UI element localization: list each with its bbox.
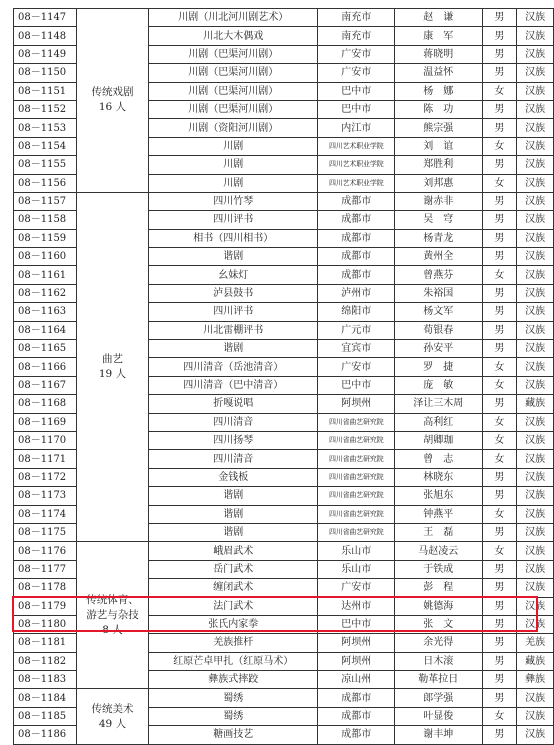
project-name-cell: 四川清音（岳池清音） — [149, 358, 318, 376]
table-row — [14, 542, 554, 560]
region-cell: 四川省曲艺研究院 — [318, 487, 395, 505]
ethnicity-cell: 汉族 — [517, 689, 554, 707]
gender-cell: 男 — [482, 523, 517, 541]
inheritor-id-cell: 08－1159 — [14, 229, 77, 247]
inheritor-id-cell: 08－1163 — [14, 303, 77, 321]
inheritor-name-cell: 曾 志 — [395, 450, 482, 468]
region-cell: 成都市 — [318, 211, 395, 229]
region-cell: 宜宾市 — [318, 340, 395, 358]
region-cell: 巴中市 — [318, 615, 395, 633]
heritage-table-container — [13, 8, 554, 745]
inheritor-name-cell: 泽让三木周 — [395, 395, 482, 413]
gender-cell: 女 — [482, 358, 517, 376]
region-cell: 四川艺术职业学院 — [318, 137, 395, 155]
region-cell: 广元市 — [318, 321, 395, 339]
project-name-cell: 金钱板 — [149, 468, 318, 486]
region-cell: 四川省曲艺研究院 — [318, 413, 395, 431]
ethnicity-cell: 藏族 — [517, 395, 554, 413]
ethnicity-cell: 汉族 — [517, 560, 554, 578]
project-name-cell: 泸县鼓书 — [149, 284, 318, 302]
project-name-cell: 峨眉武术 — [149, 542, 318, 560]
gender-cell: 男 — [482, 634, 517, 652]
ethnicity-cell: 汉族 — [517, 27, 554, 45]
ethnicity-cell: 彝族 — [517, 671, 554, 689]
region-cell: 巴中市 — [318, 376, 395, 394]
region-cell: 四川省曲艺研究院 — [318, 523, 395, 541]
region-cell: 巴中市 — [318, 100, 395, 118]
project-name-cell: 相书（四川相书） — [149, 229, 318, 247]
ethnicity-cell: 汉族 — [517, 505, 554, 523]
gender-cell: 女 — [482, 542, 517, 560]
inheritor-name-cell: 勒革拉日 — [395, 671, 482, 689]
project-name-cell: 谐剧 — [149, 523, 318, 541]
gender-cell: 男 — [482, 284, 517, 302]
inheritor-name-cell: 王 磊 — [395, 523, 482, 541]
inheritor-name-cell: 温益怀 — [395, 64, 482, 82]
inheritor-id-cell: 08－1174 — [14, 505, 77, 523]
inheritor-id-cell: 08－1169 — [14, 413, 77, 431]
project-name-cell: 四川清音 — [149, 413, 318, 431]
inheritor-name-cell: 林晓东 — [395, 468, 482, 486]
ethnicity-cell: 汉族 — [517, 284, 554, 302]
gender-cell: 男 — [482, 579, 517, 597]
inheritor-name-cell: 蒋晓明 — [395, 45, 482, 63]
ethnicity-cell: 汉族 — [517, 248, 554, 266]
gender-cell: 男 — [482, 156, 517, 174]
project-name-cell: 川剧（巴渠河川剧） — [149, 100, 318, 118]
inheritor-id-cell: 08－1178 — [14, 579, 77, 597]
gender-cell: 女 — [482, 376, 517, 394]
region-cell: 四川艺术职业学院 — [318, 156, 395, 174]
region-cell: 乐山市 — [318, 542, 395, 560]
category-cell: 传统体育、 游艺与杂技 8 人 — [76, 542, 148, 689]
inheritor-id-cell: 08－1171 — [14, 450, 77, 468]
inheritor-name-cell: 杨青龙 — [395, 229, 482, 247]
ethnicity-cell: 汉族 — [517, 211, 554, 229]
table-row — [14, 689, 554, 707]
project-name-cell: 川剧（巴渠河川剧） — [149, 82, 318, 100]
ethnicity-cell: 汉族 — [517, 707, 554, 725]
category-cell: 传统美术 49 人 — [76, 689, 148, 744]
project-name-cell: 彝族式摔跤 — [149, 671, 318, 689]
inheritor-name-cell: 钟燕平 — [395, 505, 482, 523]
ethnicity-cell: 汉族 — [517, 137, 554, 155]
region-cell: 巴中市 — [318, 82, 395, 100]
project-name-cell: 川剧 — [149, 174, 318, 192]
category-cell: 曲艺 19 人 — [76, 192, 148, 541]
project-name-cell: 谐剧 — [149, 340, 318, 358]
ethnicity-cell: 汉族 — [517, 468, 554, 486]
table-row — [14, 192, 554, 210]
project-name-cell: 蜀绣 — [149, 707, 318, 725]
inheritor-name-cell: 张旭东 — [395, 487, 482, 505]
gender-cell: 男 — [482, 100, 517, 118]
region-cell: 成都市 — [318, 192, 395, 210]
inheritor-name-cell: 赵 谦 — [395, 9, 482, 27]
region-cell: 南充市 — [318, 27, 395, 45]
ethnicity-cell: 汉族 — [517, 45, 554, 63]
project-name-cell: 四川扬琴 — [149, 431, 318, 449]
project-name-cell: 幺妹灯 — [149, 266, 318, 284]
region-cell: 成都市 — [318, 248, 395, 266]
region-cell: 四川省曲艺研究院 — [318, 450, 395, 468]
gender-cell: 男 — [482, 211, 517, 229]
region-cell: 乐山市 — [318, 560, 395, 578]
project-name-cell: 川剧（巴渠河川剧） — [149, 45, 318, 63]
ethnicity-cell: 汉族 — [517, 523, 554, 541]
inheritor-id-cell: 08－1176 — [14, 542, 77, 560]
inheritor-id-cell: 08－1180 — [14, 615, 77, 633]
gender-cell: 男 — [482, 64, 517, 82]
project-name-cell: 川剧（资阳河川剧） — [149, 119, 318, 137]
ethnicity-cell: 汉族 — [517, 9, 554, 27]
ethnicity-cell: 汉族 — [517, 174, 554, 192]
project-name-cell: 张氏内家拳 — [149, 615, 318, 633]
ethnicity-cell: 汉族 — [517, 119, 554, 137]
region-cell: 四川省曲艺研究院 — [318, 431, 395, 449]
project-name-cell: 四川清音 — [149, 450, 318, 468]
inheritor-id-cell: 08－1150 — [14, 64, 77, 82]
gender-cell: 男 — [482, 321, 517, 339]
ethnicity-cell: 汉族 — [517, 321, 554, 339]
inheritor-name-cell: 郎学强 — [395, 689, 482, 707]
region-cell: 四川艺术职业学院 — [318, 174, 395, 192]
inheritor-id-cell: 08－1156 — [14, 174, 77, 192]
project-name-cell: 法门武术 — [149, 597, 318, 615]
inheritor-name-cell: 杨 娜 — [395, 82, 482, 100]
inheritor-id-cell: 08－1162 — [14, 284, 77, 302]
gender-cell: 男 — [482, 726, 517, 744]
project-name-cell: 川剧（川北河川剧艺术） — [149, 9, 318, 27]
region-cell: 达州市 — [318, 597, 395, 615]
inheritor-id-cell: 08－1181 — [14, 634, 77, 652]
inheritor-name-cell: 马赵凌云 — [395, 542, 482, 560]
category-cell: 传统戏剧 16 人 — [76, 9, 148, 193]
gender-cell: 女 — [482, 174, 517, 192]
gender-cell: 女 — [482, 266, 517, 284]
ethnicity-cell: 汉族 — [517, 229, 554, 247]
project-name-cell: 四川竹琴 — [149, 192, 318, 210]
inheritor-id-cell: 08－1152 — [14, 100, 77, 118]
project-name-cell: 红原芒卓甲扎（红原马术） — [149, 652, 318, 670]
inheritor-id-cell: 08－1155 — [14, 156, 77, 174]
region-cell: 广安市 — [318, 64, 395, 82]
region-cell: 阿坝州 — [318, 395, 395, 413]
inheritor-id-cell: 08－1186 — [14, 726, 77, 744]
region-cell: 广安市 — [318, 45, 395, 63]
inheritor-id-cell: 08－1158 — [14, 211, 77, 229]
project-name-cell: 川北大木偶戏 — [149, 27, 318, 45]
project-name-cell: 川剧 — [149, 156, 318, 174]
inheritor-name-cell: 曾燕芬 — [395, 266, 482, 284]
inheritor-name-cell: 庞 敏 — [395, 376, 482, 394]
gender-cell: 男 — [482, 652, 517, 670]
region-cell: 成都市 — [318, 229, 395, 247]
inheritor-name-cell: 杨文军 — [395, 303, 482, 321]
table-row — [14, 9, 554, 27]
inheritor-id-cell: 08－1157 — [14, 192, 77, 210]
region-cell: 成都市 — [318, 726, 395, 744]
inheritor-name-cell: 孙安平 — [395, 340, 482, 358]
inheritor-name-cell: 刘邦惠 — [395, 174, 482, 192]
inheritor-id-cell: 08－1184 — [14, 689, 77, 707]
inheritor-id-cell: 08－1148 — [14, 27, 77, 45]
gender-cell: 男 — [482, 487, 517, 505]
inheritor-name-cell: 吴 穹 — [395, 211, 482, 229]
inheritor-id-cell: 08－1166 — [14, 358, 77, 376]
project-name-cell: 羌族推杆 — [149, 634, 318, 652]
gender-cell: 女 — [482, 82, 517, 100]
inheritor-name-cell: 刘 谊 — [395, 137, 482, 155]
region-cell: 绵阳市 — [318, 303, 395, 321]
inheritor-name-cell: 余光得 — [395, 634, 482, 652]
region-cell: 成都市 — [318, 689, 395, 707]
gender-cell: 男 — [482, 671, 517, 689]
ethnicity-cell: 汉族 — [517, 156, 554, 174]
inheritor-id-cell: 08－1161 — [14, 266, 77, 284]
inheritor-name-cell: 谢赤非 — [395, 192, 482, 210]
inheritor-name-cell: 高利红 — [395, 413, 482, 431]
ethnicity-cell: 藏族 — [517, 652, 554, 670]
inheritor-name-cell: 朱裕国 — [395, 284, 482, 302]
inheritor-name-cell: 荀银春 — [395, 321, 482, 339]
inheritor-name-cell: 郑胜利 — [395, 156, 482, 174]
inheritor-name-cell: 张 文 — [395, 615, 482, 633]
inheritor-id-cell: 08－1175 — [14, 523, 77, 541]
project-name-cell: 谐剧 — [149, 248, 318, 266]
project-name-cell: 糖画技艺 — [149, 726, 318, 744]
inheritor-id-cell: 08－1172 — [14, 468, 77, 486]
region-cell: 泸州市 — [318, 284, 395, 302]
inheritor-id-cell: 08－1154 — [14, 137, 77, 155]
inheritor-id-cell: 08－1183 — [14, 671, 77, 689]
gender-cell: 男 — [482, 9, 517, 27]
inheritor-name-cell: 姚德海 — [395, 597, 482, 615]
gender-cell: 男 — [482, 119, 517, 137]
inheritor-id-cell: 08－1179 — [14, 597, 77, 615]
inheritor-name-cell: 陈 功 — [395, 100, 482, 118]
inheritor-name-cell: 罗 捷 — [395, 358, 482, 376]
ethnicity-cell: 汉族 — [517, 82, 554, 100]
region-cell: 成都市 — [318, 266, 395, 284]
ethnicity-cell: 汉族 — [517, 615, 554, 633]
gender-cell: 男 — [482, 192, 517, 210]
inheritor-name-cell: 胡卿珈 — [395, 431, 482, 449]
region-cell: 广安市 — [318, 358, 395, 376]
inheritor-id-cell: 08－1168 — [14, 395, 77, 413]
project-name-cell: 缠闭武术 — [149, 579, 318, 597]
gender-cell: 男 — [482, 229, 517, 247]
inheritor-name-cell: 日木滚 — [395, 652, 482, 670]
region-cell: 内江市 — [318, 119, 395, 137]
gender-cell: 男 — [482, 45, 517, 63]
region-cell: 四川省曲艺研究院 — [318, 468, 395, 486]
ethnicity-cell: 汉族 — [517, 376, 554, 394]
inheritor-id-cell: 08－1160 — [14, 248, 77, 266]
ethnicity-cell: 汉族 — [517, 542, 554, 560]
inheritor-id-cell: 08－1177 — [14, 560, 77, 578]
gender-cell: 男 — [482, 560, 517, 578]
gender-cell: 女 — [482, 137, 517, 155]
region-cell: 阿坝州 — [318, 652, 395, 670]
inheritor-name-cell: 彭 程 — [395, 579, 482, 597]
ethnicity-cell: 汉族 — [517, 413, 554, 431]
gender-cell: 女 — [482, 450, 517, 468]
project-name-cell: 四川评书 — [149, 303, 318, 321]
project-name-cell: 川北雷棚评书 — [149, 321, 318, 339]
ethnicity-cell: 汉族 — [517, 192, 554, 210]
gender-cell: 男 — [482, 303, 517, 321]
inheritor-name-cell: 于铁成 — [395, 560, 482, 578]
gender-cell: 男 — [482, 689, 517, 707]
project-name-cell: 川剧 — [149, 137, 318, 155]
gender-cell: 女 — [482, 505, 517, 523]
project-name-cell: 岳门武术 — [149, 560, 318, 578]
inheritor-id-cell: 08－1167 — [14, 376, 77, 394]
region-cell: 南充市 — [318, 9, 395, 27]
inheritor-id-cell: 08－1173 — [14, 487, 77, 505]
gender-cell: 男 — [482, 27, 517, 45]
ethnicity-cell: 汉族 — [517, 726, 554, 744]
inheritor-id-cell: 08－1147 — [14, 9, 77, 27]
ethnicity-cell: 汉族 — [517, 431, 554, 449]
inheritor-id-cell: 08－1149 — [14, 45, 77, 63]
ethnicity-cell: 汉族 — [517, 340, 554, 358]
inheritors-table — [13, 8, 554, 745]
ethnicity-cell: 汉族 — [517, 597, 554, 615]
ethnicity-cell: 汉族 — [517, 579, 554, 597]
region-cell: 四川省曲艺研究院 — [318, 505, 395, 523]
ethnicity-cell: 汉族 — [517, 303, 554, 321]
ethnicity-cell: 汉族 — [517, 100, 554, 118]
gender-cell: 男 — [482, 248, 517, 266]
gender-cell: 男 — [482, 615, 517, 633]
project-name-cell: 谐剧 — [149, 487, 318, 505]
inheritor-name-cell: 黄州全 — [395, 248, 482, 266]
inheritor-id-cell: 08－1151 — [14, 82, 77, 100]
ethnicity-cell: 汉族 — [517, 487, 554, 505]
project-name-cell: 川剧（巴渠河川剧） — [149, 64, 318, 82]
gender-cell: 男 — [482, 597, 517, 615]
ethnicity-cell: 羌族 — [517, 634, 554, 652]
gender-cell: 女 — [482, 413, 517, 431]
project-name-cell: 四川评书 — [149, 211, 318, 229]
region-cell: 广安市 — [318, 579, 395, 597]
inheritor-id-cell: 08－1185 — [14, 707, 77, 725]
gender-cell: 女 — [482, 431, 517, 449]
ethnicity-cell: 汉族 — [517, 450, 554, 468]
gender-cell: 男 — [482, 395, 517, 413]
inheritor-id-cell: 08－1182 — [14, 652, 77, 670]
ethnicity-cell: 汉族 — [517, 64, 554, 82]
gender-cell: 男 — [482, 468, 517, 486]
region-cell: 成都市 — [318, 707, 395, 725]
ethnicity-cell: 汉族 — [517, 358, 554, 376]
ethnicity-cell: 汉族 — [517, 266, 554, 284]
project-name-cell: 谐剧 — [149, 505, 318, 523]
inheritor-id-cell: 08－1170 — [14, 431, 77, 449]
inheritor-id-cell: 08－1153 — [14, 119, 77, 137]
region-cell: 凉山州 — [318, 671, 395, 689]
gender-cell: 女 — [482, 707, 517, 725]
inheritor-name-cell: 叶显俊 — [395, 707, 482, 725]
gender-cell: 男 — [482, 340, 517, 358]
inheritor-name-cell: 熊宗强 — [395, 119, 482, 137]
project-name-cell: 折嘎说唱 — [149, 395, 318, 413]
region-cell: 阿坝州 — [318, 634, 395, 652]
inheritor-id-cell: 08－1165 — [14, 340, 77, 358]
project-name-cell: 四川清音（巴中清音） — [149, 376, 318, 394]
inheritor-name-cell: 康 军 — [395, 27, 482, 45]
inheritor-id-cell: 08－1164 — [14, 321, 77, 339]
project-name-cell: 蜀绣 — [149, 689, 318, 707]
inheritor-name-cell: 谢丰坤 — [395, 726, 482, 744]
